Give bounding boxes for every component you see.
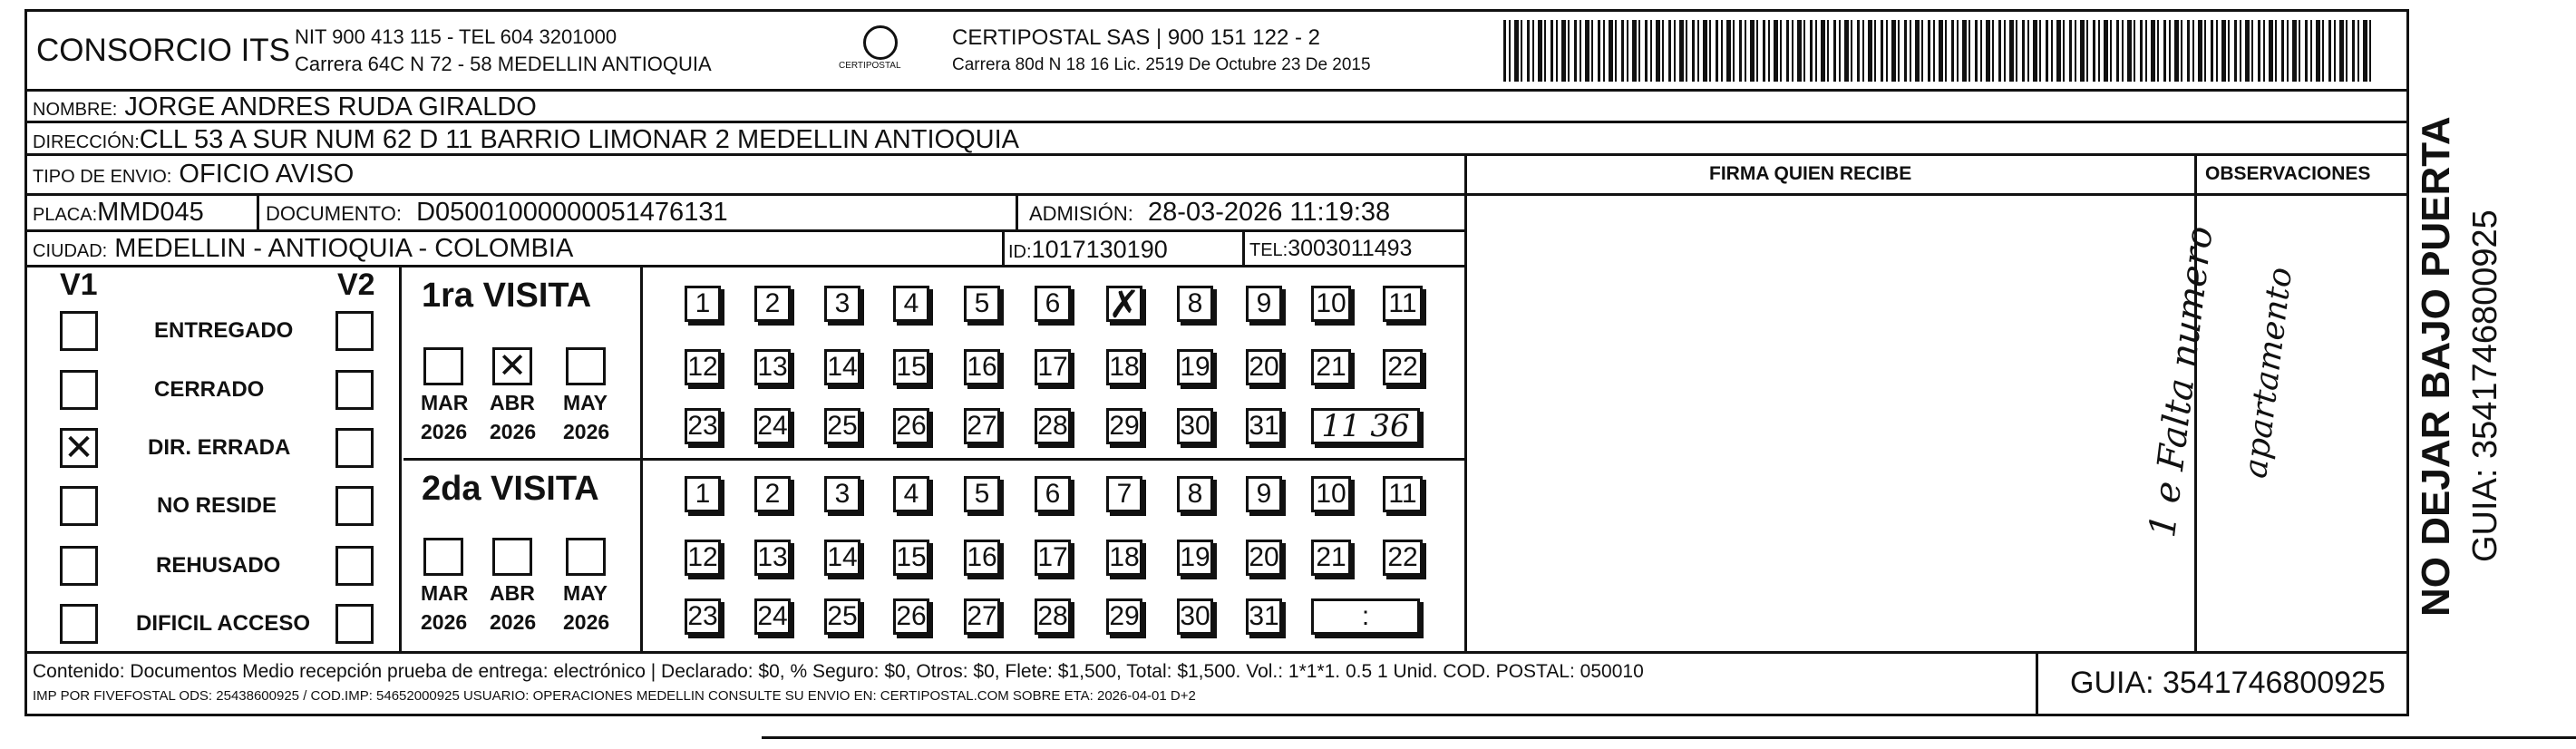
plate-value: MMD045 xyxy=(97,198,204,227)
visit2-day-box[interactable]: 15 xyxy=(893,540,929,576)
v2-header: V2 xyxy=(337,268,375,302)
v2-checkbox[interactable] xyxy=(335,604,374,644)
carrier-info-line2: Carrera 80d N 18 16 Lic. 2519 De Octubre 23 De 2015 xyxy=(952,55,1371,74)
signature-header: FIRMA QUIEN RECIBE xyxy=(1709,163,1912,184)
visit2-day-box[interactable]: 28 xyxy=(1035,598,1071,635)
visit1-day-box[interactable]: 17 xyxy=(1035,349,1071,385)
visit1-day-box[interactable]: 9 xyxy=(1246,286,1282,322)
visit1-day-box[interactable]: 25 xyxy=(824,408,860,444)
tel-value: 3003011493 xyxy=(1288,236,1413,261)
document-label: DOCUMENTO: xyxy=(266,202,402,225)
v1-checkbox[interactable] xyxy=(60,546,98,586)
visit2-day-box[interactable]: 24 xyxy=(754,598,791,635)
visit2-month-label: ABR xyxy=(490,581,535,605)
shipment-type: OFICIO AVISO xyxy=(179,160,355,189)
visit2-day-box[interactable]: 14 xyxy=(824,540,860,576)
visit1-day-box[interactable]: 30 xyxy=(1177,408,1213,444)
city-label: CIUDAD: xyxy=(33,241,108,261)
side-warning: NO DEJAR BAJO PUERTA xyxy=(2414,116,2458,617)
status-label: NO RESIDE xyxy=(157,493,277,518)
side-guia: GUIA: 3541746800925 xyxy=(2466,209,2504,562)
visit2-day-box[interactable]: 6 xyxy=(1035,476,1071,512)
visit2-day-box[interactable]: 17 xyxy=(1035,540,1071,576)
visit1-month-label: ABR xyxy=(490,391,535,414)
visit1-day-box[interactable]: 10 xyxy=(1311,286,1351,322)
observations-header: OBSERVACIONES xyxy=(2205,163,2371,184)
barcode xyxy=(1503,20,2374,82)
visit1-day-box[interactable]: 12 xyxy=(685,349,721,385)
footer-contents: Contenido: Documentos Medio recepción prueba de entrega: electrónico | Declarado: $0, % Seguro: $0, Otros: $0, Flete: $1,500, Total: $1,500. Vol.: 1*1*1. 0.5 1 Unid. COD. POSTAL: 050010 xyxy=(33,661,1644,682)
visit2-day-box[interactable]: 5 xyxy=(964,476,1000,512)
visit1-day-box[interactable]: 13 xyxy=(754,349,791,385)
visit1-day-box[interactable]: 27 xyxy=(964,408,1000,444)
visit2-day-box[interactable]: 7 xyxy=(1106,476,1142,512)
visit2-day-box[interactable]: 30 xyxy=(1177,598,1213,635)
visit2-day-box[interactable]: 10 xyxy=(1311,476,1351,512)
visit2-year-label: 2026 xyxy=(421,610,468,634)
visit1-day-box[interactable]: 23 xyxy=(685,408,721,444)
city-value: MEDELLIN - ANTIOQUIA - COLOMBIA xyxy=(114,234,574,263)
id-label: ID: xyxy=(1008,242,1032,262)
v2-checkbox[interactable] xyxy=(335,370,374,410)
visit1-month-checkbox[interactable] xyxy=(566,347,606,385)
name-label: NOMBRE: xyxy=(33,100,118,120)
visit2-day-box[interactable]: 23 xyxy=(685,598,721,635)
v1-checkbox[interactable] xyxy=(60,486,98,526)
visit1-day-box[interactable]: 22 xyxy=(1383,349,1423,385)
visit1-month-label: MAR xyxy=(421,391,469,414)
footer-guia: GUIA: 3541746800925 xyxy=(2070,666,2386,700)
carrier-info-line1: CERTIPOSTAL SAS | 900 151 122 - 2 xyxy=(952,25,1320,50)
visit1-year-label: 2026 xyxy=(490,420,537,443)
visit1-day-box[interactable]: 19 xyxy=(1177,349,1213,385)
visit2-day-box[interactable]: 19 xyxy=(1177,540,1213,576)
visit2-month-checkbox[interactable] xyxy=(423,538,463,576)
visit1-day-box[interactable]: 21 xyxy=(1311,349,1351,385)
visit2-day-box[interactable]: 27 xyxy=(964,598,1000,635)
visit1-day-box[interactable]: ✗ xyxy=(1106,286,1142,322)
type-label: TIPO DE ENVIO: xyxy=(33,167,172,187)
visit2-month-label: MAR xyxy=(421,581,469,605)
visit2-day-box[interactable]: 31 xyxy=(1246,598,1282,635)
visit2-title: 2da VISITA xyxy=(422,470,599,508)
v2-checkbox[interactable] xyxy=(335,546,374,586)
status-label: CERRADO xyxy=(154,377,265,402)
visit1-year-label: 2026 xyxy=(421,420,468,443)
visit2-month-checkbox[interactable] xyxy=(566,538,606,576)
visit2-day-box[interactable]: 3 xyxy=(824,476,860,512)
visit1-day-box[interactable]: 5 xyxy=(964,286,1000,322)
visit1-day-box[interactable]: 24 xyxy=(754,408,791,444)
visit2-day-box[interactable]: 29 xyxy=(1106,598,1142,635)
visit1-year-label: 2026 xyxy=(563,420,610,443)
company-info-line2: Carrera 64C N 72 - 58 MEDELLIN ANTIOQUIA xyxy=(295,53,712,75)
visit1-day-box[interactable]: 29 xyxy=(1106,408,1142,444)
tel-label: TEL: xyxy=(1249,240,1288,260)
certipostal-logo-icon xyxy=(863,25,898,60)
visit1-day-box[interactable]: 15 xyxy=(893,349,929,385)
visit2-day-box[interactable]: 21 xyxy=(1311,540,1351,576)
document-value: D05001000000051476131 xyxy=(416,198,728,227)
status-label: DIFICIL ACCESO xyxy=(136,611,311,636)
v1-checkbox[interactable] xyxy=(60,370,98,410)
address-label: DIRECCIÓN: xyxy=(33,132,140,152)
visit2-day-box[interactable]: 20 xyxy=(1246,540,1282,576)
visit1-day-box[interactable]: 16 xyxy=(964,349,1000,385)
visit1-day-box[interactable]: 2 xyxy=(754,286,791,322)
visit1-day-box[interactable]: 14 xyxy=(824,349,860,385)
signature-area[interactable] xyxy=(1469,196,2192,649)
visit2-day-box[interactable]: 16 xyxy=(964,540,1000,576)
visit1-day-box[interactable]: 8 xyxy=(1177,286,1213,322)
visit2-year-label: 2026 xyxy=(490,610,537,634)
visit1-month-checkbox[interactable]: ✕ xyxy=(492,347,532,385)
recipient-address: CLL 53 A SUR NUM 62 D 11 BARRIO LIMONAR 2 MEDELLIN ANTIOQUIA xyxy=(139,125,1019,154)
visit1-day-box[interactable]: 1 xyxy=(685,286,721,322)
id-value: 1017130190 xyxy=(1031,236,1168,263)
visit2-day-box[interactable]: 12 xyxy=(685,540,721,576)
visit1-day-box[interactable]: 31 xyxy=(1246,408,1282,444)
observation-handwritten-2: apartamento xyxy=(2237,265,2300,481)
visit1-title: 1ra VISITA xyxy=(422,277,592,315)
visit1-day-box[interactable]: 28 xyxy=(1035,408,1071,444)
recipient-name: JORGE ANDRES RUDA GIRALDO xyxy=(124,92,537,122)
visit2-month-checkbox[interactable] xyxy=(492,538,532,576)
visit2-day-box[interactable]: 2 xyxy=(754,476,791,512)
visit1-day-box[interactable]: 26 xyxy=(893,408,929,444)
visit1-month-label: MAY xyxy=(563,391,608,414)
logo-text: CERTIPOSTAL xyxy=(839,61,901,71)
visit2-month-label: MAY xyxy=(563,581,608,605)
visit1-month-checkbox[interactable] xyxy=(423,347,463,385)
bottom-rule xyxy=(762,736,2576,739)
visit2-day-box[interactable]: 22 xyxy=(1383,540,1423,576)
v1-checkbox[interactable] xyxy=(60,311,98,351)
visit2-day-box[interactable]: 25 xyxy=(824,598,860,635)
visit1-day-box[interactable]: 11 xyxy=(1383,286,1423,322)
plate-label: PLACA: xyxy=(33,205,98,225)
footer-print-info: IMP POR FIVEFOSTAL ODS: 25438600925 / COD.IMP: 54652000925 USUARIO: OPERACIONES MEDELLIN CONSULTE SU ENVIO EN: CERTIPOSTAL.COM SOBRE ETA: 2026-04-01 D+2 xyxy=(33,688,1196,704)
divider xyxy=(24,89,2409,92)
v2-checkbox[interactable] xyxy=(335,486,374,526)
v1-checkbox[interactable]: ✕ xyxy=(60,428,98,468)
visit2-day-box[interactable]: 1 xyxy=(685,476,721,512)
visit2-day-box[interactable]: 4 xyxy=(893,476,929,512)
visit2-year-label: 2026 xyxy=(563,610,610,634)
company-name: CONSORCIO ITS xyxy=(36,33,291,68)
visit2-day-box[interactable]: 11 xyxy=(1383,476,1423,512)
visit1-day-box[interactable]: 3 xyxy=(824,286,860,322)
visit2-day-box[interactable]: 18 xyxy=(1106,540,1142,576)
admission-value: 28-03-2026 11:19:38 xyxy=(1148,198,1391,227)
v2-checkbox[interactable] xyxy=(335,428,374,468)
status-label: DIR. ERRADA xyxy=(148,435,291,460)
visit2-day-box[interactable]: 9 xyxy=(1246,476,1282,512)
visit2-day-box[interactable]: 8 xyxy=(1177,476,1213,512)
visit1-time-box[interactable]: 11 36 xyxy=(1311,408,1420,444)
visit1-day-box[interactable]: 6 xyxy=(1035,286,1071,322)
visit2-time-box[interactable]: : xyxy=(1311,598,1420,635)
visit1-day-box[interactable]: 18 xyxy=(1106,349,1142,385)
visit2-day-box[interactable]: 13 xyxy=(754,540,791,576)
visit1-day-box[interactable]: 4 xyxy=(893,286,929,322)
status-label: REHUSADO xyxy=(156,553,281,578)
observation-handwritten-1: 1 e Falta numero xyxy=(2142,224,2221,540)
v2-checkbox[interactable] xyxy=(335,311,374,351)
visit2-day-box[interactable]: 26 xyxy=(893,598,929,635)
v1-header: V1 xyxy=(60,268,98,302)
v1-checkbox[interactable] xyxy=(60,604,98,644)
admission-label: ADMISIÓN: xyxy=(1029,202,1133,225)
visit1-day-box[interactable]: 20 xyxy=(1246,349,1282,385)
company-info-line1: NIT 900 413 115 - TEL 604 3201000 xyxy=(295,25,617,48)
status-label: ENTREGADO xyxy=(154,318,294,343)
